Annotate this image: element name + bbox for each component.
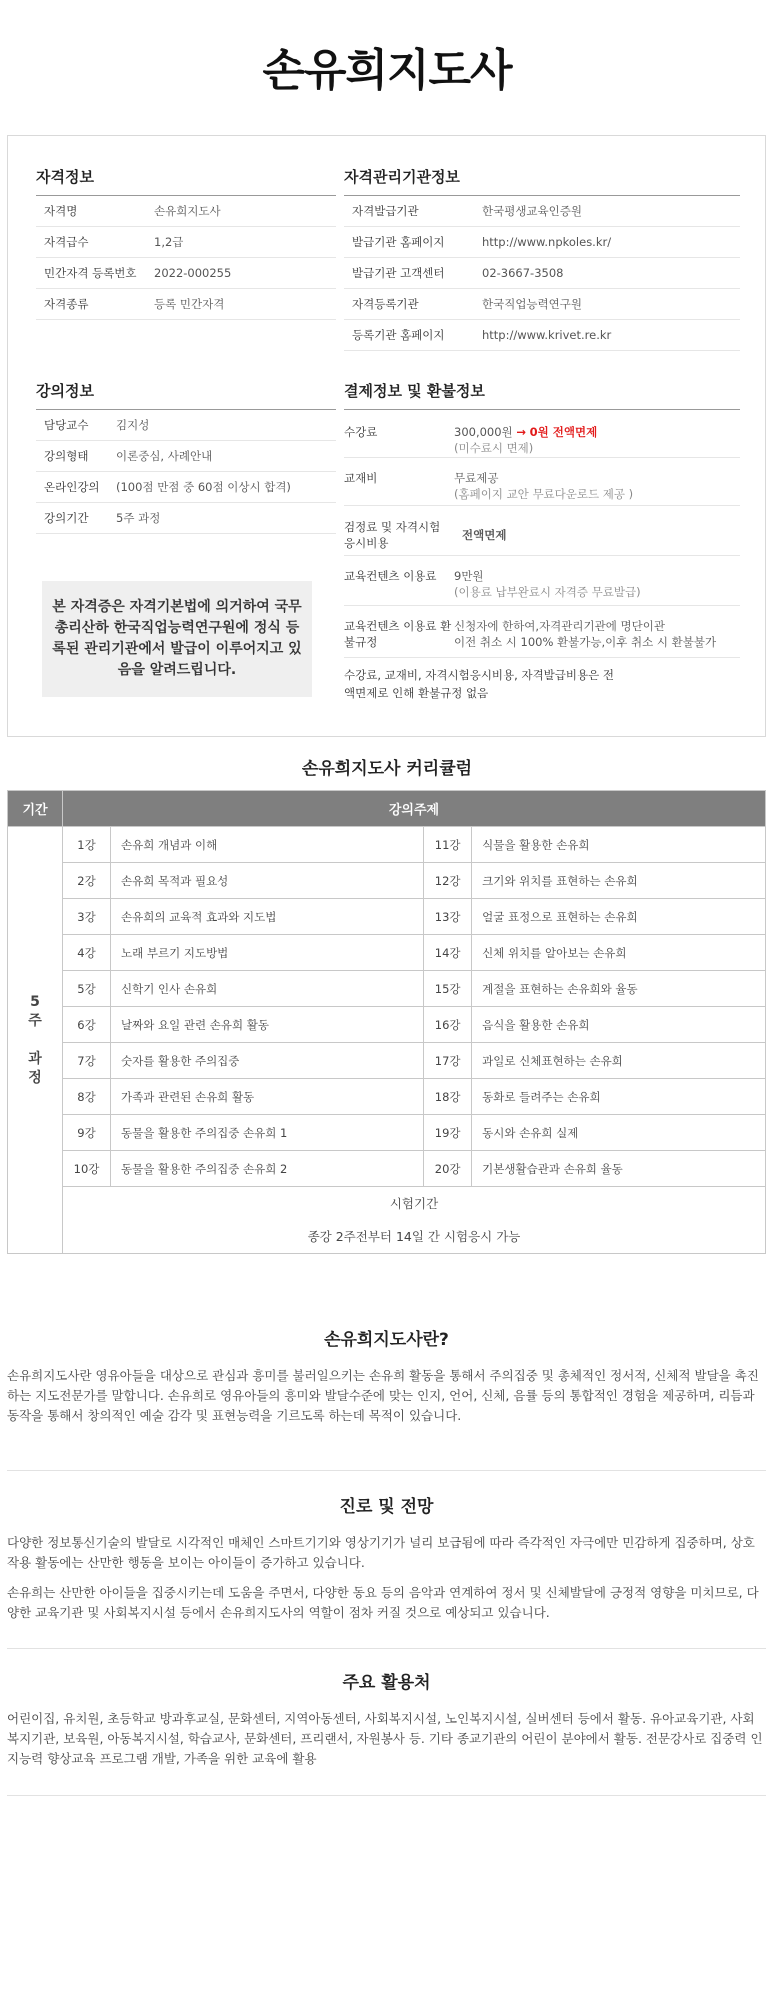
usage-heading: 주요 활용처: [342, 1673, 431, 1693]
lesson-number: 18강: [424, 1079, 472, 1115]
lesson-topic: 얼굴 표정으로 표현하는 손유희: [472, 899, 766, 935]
what-is-paragraph: 손유희지도사란 영유아들을 대상으로 관심과 흥미를 불러일으키는 손유희 활동을 통해서 주의집중 및 총체적인 정서적, 신체적 발달을 촉진하는 지도전문가를 말합니다. 손유희로 영유아들의 흥미와 발달수준에 맞는 인지, 언어, 신체, 음률 등의 통합적인 경험을 제공하며, 리듬과 동작을 통해서 창의적인 예술 감각 및 표현능력을 기르도록 하는데 목적이 있습니다.: [7, 1368, 759, 1423]
content-fee-amount: 9만원: [454, 569, 484, 583]
content-fee-note: (이용료 납부완료시 자격증 무료발급): [454, 585, 641, 599]
info-row: [36, 472, 336, 503]
info-row-value: 02-3667-3508: [482, 266, 564, 280]
content-fee-row: [344, 556, 740, 606]
info-row-label: 등록기관 홈페이지: [352, 328, 445, 342]
table-row: [8, 935, 766, 971]
lesson-number: 6강: [63, 1007, 111, 1043]
info-box: [7, 135, 766, 737]
info-row-value: 2022-000255: [154, 266, 232, 280]
fee-label: 수강료: [344, 425, 378, 439]
lesson-number: 15강: [424, 971, 472, 1007]
lecture-info-heading: 강의정보: [36, 380, 336, 410]
info-row-value: 1,2급: [154, 235, 184, 249]
lesson-number: 14강: [424, 935, 472, 971]
lesson-number: 2강: [63, 863, 111, 899]
usage-paragraph: 어린이집, 유치원, 초등학교 방과후교실, 문화센터, 지역아동센터, 사회복지시설, 노인복지시설, 실버센터 등에서 활동. 유아교육기관, 사회복지기관, 보육원, 아동복지시설, 학습교사, 문화센터, 프리랜서, 자원봉사 등. 기타 종교기관의 어린이 분야에서 활동. 전문강사로 집중력 인지능력 향상교육 프로그램 개발, 가족을 위한 교육에 활용: [7, 1711, 763, 1766]
refund-footer: 수강료, 교재비, 자격시험응시비용, 자격발급비용은 전액면제로 인해 환불규정 없음: [344, 668, 614, 700]
book-free: 무료제공: [454, 471, 499, 485]
table-row: [8, 1151, 766, 1187]
info-row: [36, 258, 336, 289]
table-row: [8, 1079, 766, 1115]
fee-price: 300,000원: [454, 425, 513, 439]
lecture-info-section: [36, 380, 336, 534]
lesson-number: 12강: [424, 863, 472, 899]
info-row-label: 자격명: [44, 204, 78, 218]
info-row-value: 한국직업능력연구원: [482, 297, 582, 311]
lesson-number: 4강: [63, 935, 111, 971]
table-row: [8, 1043, 766, 1079]
content-fee-value: [454, 568, 641, 599]
lesson-topic: 과일로 신체표현하는 손유희: [472, 1043, 766, 1079]
info-row-label: 자격종류: [44, 297, 89, 311]
book-note: (홈페이지 교안 무료다운로드 제공 ): [454, 487, 634, 501]
table-row: [8, 899, 766, 935]
exam-period: [63, 1187, 766, 1254]
lesson-number: 20강: [424, 1151, 472, 1187]
lesson-topic: 날짜와 요일 관련 손유희 활동: [111, 1007, 424, 1043]
info-row-label: 온라인강의: [44, 480, 100, 494]
fee-free: 0원 전액면제: [529, 425, 598, 439]
table-row: [8, 971, 766, 1007]
usage-section: [7, 1668, 766, 1779]
payment-info-heading: 결제정보 및 환불정보: [344, 380, 740, 410]
info-row-value: 손유희지도사: [154, 204, 221, 218]
info-row-value: http://www.npkoles.kr/: [482, 235, 612, 249]
info-row-value: (100점 만점 중 60점 이상시 합격): [116, 480, 291, 494]
lesson-number: 8강: [63, 1079, 111, 1115]
exam-fee-value: 전액면제: [462, 527, 507, 542]
lesson-topic: 음식을 활용한 손유희: [472, 1007, 766, 1043]
book-value: [454, 470, 633, 499]
fee-value: [454, 424, 598, 455]
info-row-label: 자격급수: [44, 235, 89, 249]
table-row: [8, 1115, 766, 1151]
info-row-value: http://www.krivet.re.kr: [482, 328, 612, 342]
info-row-label: 발급기관 홈페이지: [352, 235, 445, 249]
section-divider: [7, 1795, 766, 1796]
lesson-number: 16강: [424, 1007, 472, 1043]
exam-fee-row: [344, 506, 740, 556]
career-section: [7, 1492, 766, 1633]
info-row-label: 발급기관 고객센터: [352, 266, 445, 280]
career-heading: 진로 및 전망: [339, 1497, 434, 1517]
lesson-topic: 신체 위치를 알아보는 손유희: [472, 935, 766, 971]
lesson-number: 5강: [63, 971, 111, 1007]
mgmt-info-heading: 자격관리기관정보: [344, 166, 740, 196]
content-fee-label: 교육컨텐츠 이용료: [344, 569, 437, 583]
section-divider: [7, 1470, 766, 1471]
info-row-label: 민간자격 등록번호: [44, 266, 137, 280]
refund-value: [454, 618, 716, 651]
table-row: [8, 863, 766, 899]
info-row: [36, 289, 336, 320]
info-row-value: 등록 민간자격: [154, 297, 225, 311]
info-row-value: 김지성: [116, 418, 150, 432]
lesson-number: 10강: [63, 1151, 111, 1187]
lesson-topic: 손유희의 교육적 효과와 지도법: [111, 899, 424, 935]
lesson-topic: 계절을 표현하는 손유희와 율동: [472, 971, 766, 1007]
career-paragraph-2: 손유희는 산만한 아이들을 집중시키는데 도움을 주면서, 다양한 동요 등의 음악과 연계하여 정서 및 신체발달에 긍정적 영향을 미치므로, 다양한 교육기관 및 사회복지시설 등에서 손유희지도사의 역할이 점차 커질 것으로 예상되고 있습니다.: [7, 1585, 759, 1620]
info-row: [344, 258, 740, 289]
info-row: [344, 196, 740, 227]
certification-notice: 본 자격증은 자격기본법에 의거하여 국무총리산하 한국직업능력연구원에 정식 등록된 관리기관에서 발급이 이루어지고 있음을 알려드립니다.: [42, 581, 312, 697]
table-row: [8, 1007, 766, 1043]
exam-fee-label: 검정료 및 자격시험 응시비용: [344, 519, 441, 550]
col-period-header: 기간: [8, 791, 63, 827]
lesson-topic: 숫자를 활용한 주의집중: [111, 1043, 424, 1079]
info-row: [344, 320, 740, 351]
info-row: [36, 410, 336, 441]
fee-row: [344, 410, 740, 458]
lesson-topic: 동화로 들려주는 손유희: [472, 1079, 766, 1115]
career-paragraph-1: 다양한 정보통신기술의 발달로 시각적인 매체인 스마트기기와 영상기기가 널리 보급됨에 따라 즉각적인 자극에만 민감하게 집중하며, 상호작용 활동에는 산만한 행동을 보이는 아이들이 증가하고 있습니다.: [7, 1535, 755, 1570]
lesson-number: 7강: [63, 1043, 111, 1079]
lesson-topic: 손유희 목적과 필요성: [111, 863, 424, 899]
refund-label: 교육컨텐츠 이용료 환불규정: [344, 619, 452, 649]
info-row-label: 강의기간: [44, 511, 89, 525]
lesson-number: 1강: [63, 827, 111, 863]
info-row: [344, 289, 740, 320]
cert-info-section: [36, 166, 336, 320]
fee-note: (미수료시 면제): [454, 441, 534, 455]
info-row: [36, 227, 336, 258]
mgmt-info-section: [344, 166, 740, 351]
course-period: 5 주 과 정: [8, 827, 63, 1254]
book-label: 교재비: [344, 471, 378, 485]
exam-period-title: 시험기간: [389, 1196, 439, 1211]
what-is-section: [7, 1325, 766, 1436]
book-row: [344, 458, 740, 506]
lesson-number: 17강: [424, 1043, 472, 1079]
refund-line-1: 신청자에 한하여,자격관리기관에 명단이관: [454, 619, 665, 633]
lesson-topic: 기본생활습관과 손유희 율동: [472, 1151, 766, 1187]
info-row: [36, 441, 336, 472]
curriculum-table: [7, 790, 766, 1254]
info-row-label: 자격발급기관: [352, 204, 419, 218]
info-row: [344, 227, 740, 258]
refund-row: [344, 606, 740, 658]
lesson-number: 3강: [63, 899, 111, 935]
col-topic-header: 강의주제: [63, 791, 766, 827]
lesson-topic: 동물을 활용한 주의집중 손유희 1: [111, 1115, 424, 1151]
table-row: [8, 827, 766, 863]
lesson-topic: 동시와 손유희 실제: [472, 1115, 766, 1151]
info-row: [36, 196, 336, 227]
info-row-value: 한국평생교육인증원: [482, 204, 582, 218]
cert-info-heading: 자격정보: [36, 166, 336, 196]
lesson-topic: 동물을 활용한 주의집중 손유희 2: [111, 1151, 424, 1187]
exam-period-row: [8, 1187, 766, 1254]
payment-info-section: [344, 380, 740, 702]
info-row-label: 자격등록기관: [352, 297, 419, 311]
info-row-label: 담당교수: [44, 418, 89, 432]
lesson-topic: 가족과 관련된 손유희 활동: [111, 1079, 424, 1115]
lesson-topic: 손유희 개념과 이해: [111, 827, 424, 863]
what-is-heading: 손유희지도사란?: [324, 1330, 449, 1350]
lesson-number: 11강: [424, 827, 472, 863]
lesson-number: 13강: [424, 899, 472, 935]
refund-line-2: 이전 취소 시 100% 환불가능,이후 취소 시 환불불가: [454, 635, 717, 649]
page-title: 손유희지도사: [262, 45, 512, 96]
info-row-label: 강의형태: [44, 449, 89, 463]
lesson-topic: 식물을 활용한 손유희: [472, 827, 766, 863]
section-divider: [7, 1648, 766, 1649]
lesson-topic: 노래 부르기 지도방법: [111, 935, 424, 971]
curriculum-heading: 손유희지도사 커리큘럼: [301, 759, 473, 779]
exam-period-desc: 종강 2주전부터 14일 간 시험응시 가능: [307, 1229, 521, 1244]
info-row-value: 이론중심, 사례안내: [116, 449, 213, 463]
arrow-icon: →: [516, 425, 526, 439]
info-row-value: 5주 과정: [116, 511, 161, 525]
lesson-number: 9강: [63, 1115, 111, 1151]
lesson-topic: 신학기 인사 손유희: [111, 971, 424, 1007]
lesson-topic: 크기와 위치를 표현하는 손유희: [472, 863, 766, 899]
lesson-number: 19강: [424, 1115, 472, 1151]
info-row: [36, 503, 336, 534]
